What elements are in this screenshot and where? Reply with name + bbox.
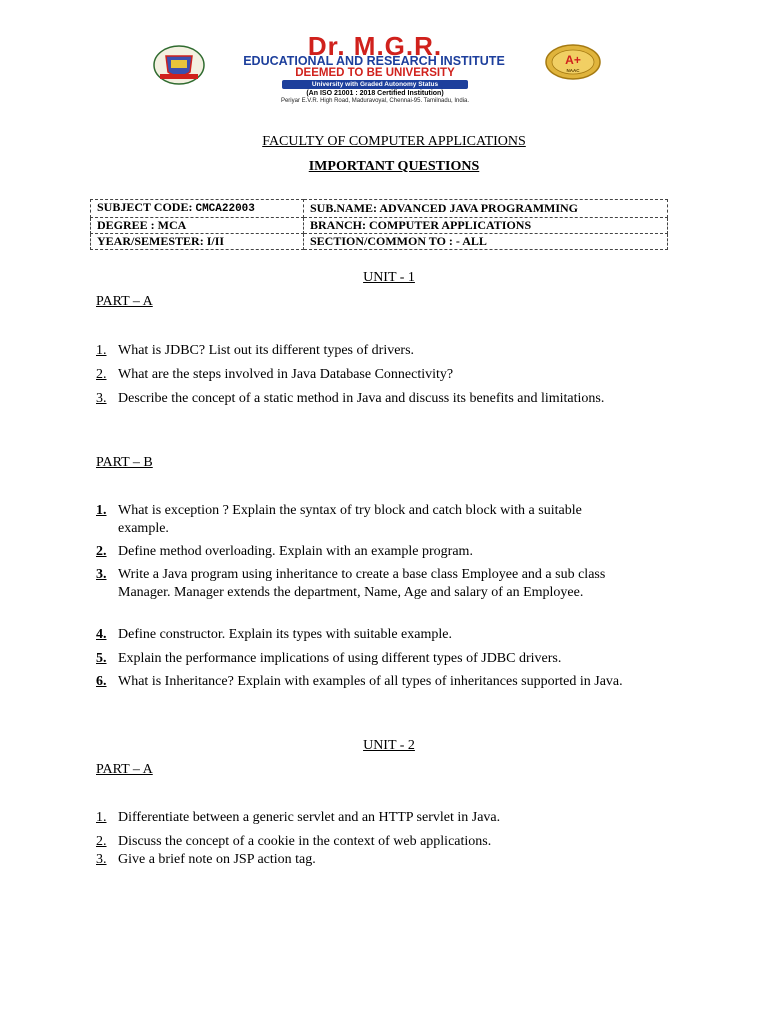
question-text: Discuss the concept of a cookie in the context of web applications. — [118, 834, 492, 849]
question-number: 4. — [96, 627, 107, 642]
question-number: 2. — [96, 834, 107, 849]
question-number: 1. — [96, 503, 107, 518]
question-number: 2. — [96, 367, 107, 382]
table-row — [91, 234, 668, 250]
faculty-heading: FACULTY OF COMPUTER APPLICATIONS — [262, 134, 526, 149]
list-item — [96, 543, 636, 561]
subject-name-cell: SUB.NAME: ADVANCED JAVA PROGRAMMING — [304, 200, 668, 218]
question-text: What is Inheritance? Explain with examples of all types of inheritances supported in Java. — [118, 674, 623, 689]
year-cell: YEAR/SEMESTER: I/II — [91, 234, 304, 250]
question-number: 2. — [96, 544, 107, 559]
unit-2-title: UNIT - 2 — [363, 738, 415, 753]
naac-label: NAAC — [566, 68, 580, 73]
question-number: 1. — [96, 810, 107, 825]
subject-code-label: SUBJECT CODE: — [97, 200, 193, 214]
question-number: 3. — [96, 391, 107, 406]
question-text: Write a Java program using inheritance to create a base class Employee and a sub class Manager. Manager extends the department, Name, Age and salary of an Employee. — [118, 567, 606, 600]
unit-1-title: UNIT - 1 — [363, 270, 415, 285]
question-text: What is exception ? Explain the syntax of try block and catch block with a suitable example. — [118, 503, 582, 536]
autonomy-banner: University with Graded Autonomy Status — [282, 80, 468, 89]
list-item — [96, 650, 636, 668]
list-item — [96, 809, 636, 827]
unit-1-part-a-label: PART – A — [96, 294, 153, 309]
question-text: Differentiate between a generic servlet and an HTTP servlet in Java. — [118, 810, 501, 825]
question-number: 1. — [96, 343, 107, 358]
question-text: What are the steps involved in Java Database Connectivity? — [118, 367, 454, 382]
question-number: 6. — [96, 674, 107, 689]
list-item — [96, 502, 636, 538]
list-item — [96, 390, 636, 408]
list-item — [96, 833, 636, 851]
unit-1-part-b-label: PART – B — [96, 455, 153, 470]
section-cell: SECTION/COMMON TO : - ALL — [304, 234, 668, 250]
deemed-line: DEEMED TO BE UNIVERSITY — [295, 67, 455, 79]
list-item — [96, 566, 636, 602]
subject-code-cell — [91, 200, 304, 218]
question-number: 5. — [96, 651, 107, 666]
question-text: Define method overloading. Explain with an example program. — [118, 544, 473, 559]
list-item — [96, 673, 636, 691]
naac-grade: A+ — [565, 53, 581, 67]
subject-info-table — [90, 199, 668, 250]
table-row — [91, 200, 668, 218]
address-line: Periyar E.V.R. High Road, Maduravoyal, Chennai-95. Tamilnadu, India. — [280, 98, 470, 104]
institute-name: EDUCATIONAL AND RESEARCH INSTITUTE — [243, 54, 505, 68]
branch-cell: BRANCH: COMPUTER APPLICATIONS — [304, 218, 668, 234]
document-heading: IMPORTANT QUESTIONS — [308, 159, 480, 174]
list-item — [96, 366, 636, 384]
list-item — [96, 342, 636, 360]
table-row — [91, 218, 668, 234]
question-text: Describe the concept of a static method in Java and discuss its benefits and limitations. — [118, 391, 605, 406]
question-text: Define constructor. Explain its types with suitable example. — [118, 627, 452, 642]
question-number: 3. — [96, 567, 107, 582]
unit-2-part-a-label: PART – A — [96, 762, 153, 777]
list-item — [96, 851, 636, 869]
list-item — [96, 626, 636, 644]
question-text: Explain the performance implications of using different types of JDBC drivers. — [118, 651, 562, 666]
university-crest-icon — [152, 44, 206, 86]
naac-seal-icon — [545, 44, 601, 80]
question-text: Give a brief note on JSP action tag. — [118, 852, 316, 867]
subject-code-value: CMCA22003 — [195, 203, 255, 215]
question-number: 3. — [96, 852, 107, 867]
university-title: Dr. M.G.R. — [307, 31, 443, 61]
iso-line: (An ISO 21001 : 2018 Certified Institution) — [306, 90, 444, 97]
degree-cell: DEGREE : MCA — [91, 218, 304, 234]
question-text: What is JDBC? List out its different types of drivers. — [118, 343, 415, 358]
